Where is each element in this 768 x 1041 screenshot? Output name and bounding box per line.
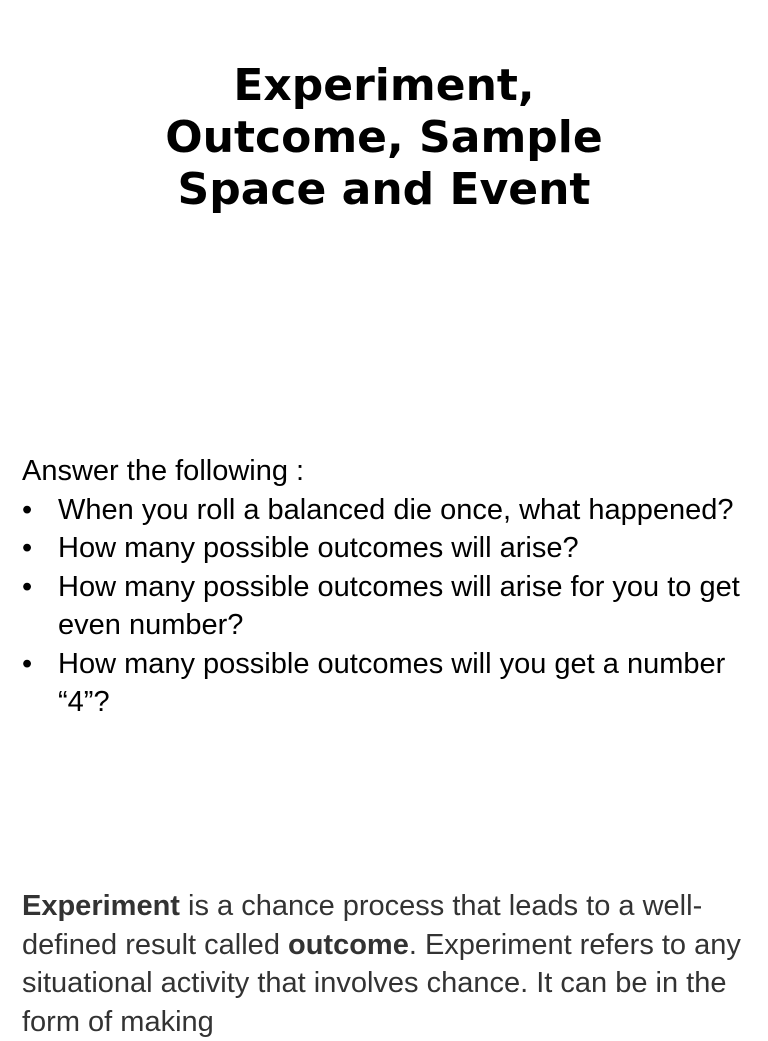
question-item: [22, 491, 742, 530]
term-outcome: outcome: [288, 928, 409, 961]
bullet-icon: •: [22, 647, 33, 680]
definition-paragraph: [22, 887, 742, 1041]
questions-intro: Answer the following :: [22, 455, 305, 487]
definition-text-a: is a chance process that leads to a well-defined result called: [22, 890, 703, 961]
bullet-icon: •: [22, 532, 33, 564]
title-line-1: Experiment,: [233, 60, 535, 111]
slide-title: [0, 60, 768, 216]
questions-block: [22, 452, 742, 722]
question-item: [22, 568, 742, 645]
question-text: How many possible outcomes will arise?: [58, 532, 579, 564]
question-text: How many possible outcomes will you get a number “4”?: [58, 647, 726, 718]
definition-text-b: . Experiment refers to any situational activity that involves chance. It can be in the form of making: [22, 928, 741, 1038]
question-item: [22, 645, 742, 722]
term-experiment: Experiment: [22, 890, 180, 922]
title-line-3: Space and Event: [177, 164, 591, 215]
question-item: [22, 529, 742, 568]
bullet-icon: •: [22, 493, 33, 526]
bullet-icon: •: [22, 570, 33, 603]
question-text: When you roll a balanced die once, what happened?: [58, 493, 734, 526]
questions-list: [22, 491, 742, 722]
question-text: How many possible outcomes will arise for you to get even number?: [58, 570, 740, 641]
title-line-2: Outcome, Sample: [165, 112, 603, 163]
